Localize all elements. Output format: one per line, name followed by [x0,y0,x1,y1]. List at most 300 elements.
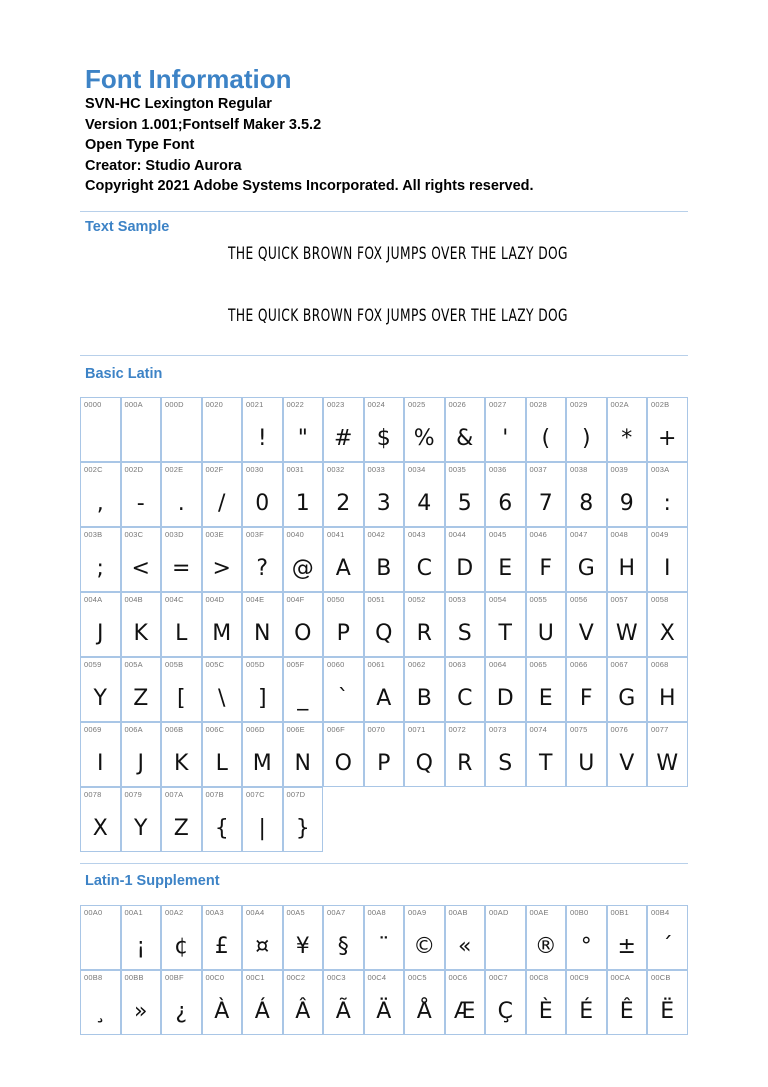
glyph-sample: . [177,491,185,516]
glyph-cell [202,657,243,722]
glyph-cell [566,462,607,527]
glyph-sample: 0 [255,491,270,516]
glyph-cell [242,397,283,462]
glyph-cell [283,657,324,722]
glyph-cell [202,722,243,787]
glyph-cell [485,905,526,970]
glyph-sample: & [456,426,474,451]
glyph-code: 0049 [651,530,669,539]
glyph-code: 0061 [367,660,385,669]
glyph-code: 00A5 [286,908,305,917]
glyph-cell [364,462,405,527]
glyph-sample: Q [415,751,433,776]
glyph-sample: O [334,751,352,776]
glyph-code: 00A1 [124,908,143,917]
glyph-cell [566,397,607,462]
glyph-sample: Ç [497,999,513,1024]
glyph-code: 0031 [286,465,304,474]
glyph-cell [323,905,364,970]
glyph-code: 00A9 [408,908,427,917]
glyph-cell [242,722,283,787]
glyph-code: 0060 [327,660,345,669]
font-copyright: Copyright 2021 Adobe Systems Incorporated. All rights reserved. [85,178,534,195]
glyph-sample: E [498,556,513,581]
glyph-sample: ¢ [174,934,189,959]
glyph-cell [161,787,202,852]
glyph-cell [485,970,526,1035]
glyph-sample: T [498,621,512,646]
glyph-sample: G [618,686,636,711]
glyph-code: 002B [651,400,670,409]
glyph-code: 0079 [124,790,142,799]
glyph-cell [121,462,162,527]
glyph-cell [80,397,121,462]
glyph-code: 0070 [367,725,385,734]
glyph-sample: 3 [376,491,391,516]
glyph-cell [364,722,405,787]
glyph-sample: É [579,999,594,1024]
glyph-code: 002D [124,465,144,474]
glyph-sample: P [336,621,350,646]
glyph-cell [445,970,486,1035]
glyph-code: 0033 [367,465,385,474]
glyph-cell [647,397,688,462]
font-name: SVN-HC Lexington Regular [85,96,272,112]
glyph-code: 00AB [448,908,468,917]
glyph-sample: Ê [619,999,634,1024]
glyph-cell [445,527,486,592]
font-version: Version 1.001;Fontself Maker 3.5.2 [85,116,322,133]
glyph-cell [323,462,364,527]
basic-latin-title: Basic Latin [85,366,163,382]
glyph-code: 0055 [529,595,547,604]
glyph-code: 0062 [408,660,426,669]
glyph-code: 003F [246,530,264,539]
glyph-code: 0025 [408,400,426,409]
glyph-cell [323,592,364,657]
glyph-cell [647,592,688,657]
divider [80,355,688,356]
glyph-sample: M [212,621,232,646]
glyph-cell [323,657,364,722]
glyph-code: 00C1 [246,973,265,982]
glyph-sample: I [97,751,104,776]
glyph-code: 00C2 [286,973,306,982]
glyph-cell [445,397,486,462]
glyph-cell [445,462,486,527]
glyph-sample: ? [256,556,269,581]
glyph-sample: _ [297,686,309,711]
glyph-cell [404,527,445,592]
glyph-sample: * [621,426,633,451]
glyph-code: 0063 [448,660,466,669]
glyph-sample: ; [96,556,104,581]
glyph-cell [121,657,162,722]
divider [80,211,688,212]
glyph-code: 0054 [489,595,507,604]
glyph-sample: « [458,934,472,959]
glyph-code: 007A [165,790,184,799]
glyph-code: 004D [205,595,225,604]
glyph-cell [323,397,364,462]
glyph-sample: J [137,751,144,776]
glyph-code: 007D [286,790,306,799]
glyph-code: 00A3 [205,908,224,917]
glyph-code: 0048 [610,530,628,539]
glyph-sample: K [133,621,148,646]
glyph-cell [161,592,202,657]
glyph-sample: X [659,621,675,646]
glyph-code: 00C9 [570,973,589,982]
glyph-sample: N [294,751,311,776]
glyph-sample: ´ [661,934,673,959]
glyph-code: 0032 [327,465,345,474]
glyph-code: 005D [246,660,265,669]
glyph-code: 0046 [529,530,547,539]
glyph-sample: { [214,816,229,841]
glyph-code: 0066 [570,660,588,669]
glyph-sample: 2 [336,491,351,516]
glyph-code: 007B [205,790,224,799]
glyph-cell [80,970,121,1035]
glyph-sample: » [134,999,148,1024]
glyph-code: 0076 [610,725,628,734]
glyph-cell [121,722,162,787]
glyph-sample: ] [257,686,267,711]
glyph-cell [526,592,567,657]
glyph-code: 004E [246,595,265,604]
glyph-cell [161,970,202,1035]
glyph-code: 006A [124,725,143,734]
glyph-code: 006B [165,725,184,734]
glyph-cell [364,527,405,592]
glyph-code: 000D [165,400,184,409]
glyph-sample: | [258,816,266,841]
glyph-code: 0045 [489,530,507,539]
glyph-cell [80,722,121,787]
glyph-code: 006C [205,725,225,734]
glyph-cell [80,592,121,657]
glyph-cell [526,462,567,527]
glyph-sample: ¸ [94,999,106,1024]
glyph-cell [485,592,526,657]
glyph-cell [526,657,567,722]
glyph-cell [607,527,648,592]
glyph-sample: } [295,816,310,841]
glyph-sample: H [658,686,676,711]
latin1-title: Latin-1 Supplement [85,873,220,889]
glyph-sample: À [214,999,230,1024]
glyph-code: 003E [205,530,224,539]
glyph-code: 0071 [408,725,426,734]
glyph-sample: Ã [335,999,351,1024]
glyph-cell [566,592,607,657]
glyph-sample: + [658,426,677,451]
font-info-list [85,94,534,197]
glyph-sample: / [218,491,226,516]
glyph-sample: Z [133,686,149,711]
glyph-cell [242,905,283,970]
glyph-cell [445,592,486,657]
glyph-cell [323,722,364,787]
glyph-cell [566,657,607,722]
glyph-cell [242,462,283,527]
glyph-cell [202,970,243,1035]
glyph-code: 007C [246,790,265,799]
glyph-sample: N [254,621,271,646]
glyph-code: 00C6 [448,973,468,982]
glyph-cell [445,657,486,722]
glyph-sample: , [96,491,104,516]
glyph-sample: I [664,556,671,581]
glyph-code: 00C5 [408,973,427,982]
glyph-code: 002A [610,400,629,409]
divider [80,863,688,864]
glyph-sample: V [619,751,635,776]
glyph-cell [161,905,202,970]
glyph-code: 004C [165,595,184,604]
glyph-sample: § [337,934,349,959]
glyph-cell [404,592,445,657]
glyph-sample: > [212,556,231,581]
glyph-code: 0039 [610,465,628,474]
glyph-code: 0058 [651,595,669,604]
glyph-sample: A [376,686,392,711]
glyph-code: 00C4 [367,973,387,982]
glyph-code: 00C3 [327,973,346,982]
glyph-cell [526,397,567,462]
glyph-sample: G [577,556,595,581]
glyph-sample: P [377,751,391,776]
glyph-sample: F [579,686,593,711]
glyph-code: 00B8 [84,973,103,982]
glyph-code: 00AD [489,908,509,917]
glyph-cell [607,592,648,657]
glyph-sample: ( [541,426,551,451]
glyph-code: 0028 [529,400,547,409]
glyph-sample: @ [291,556,314,581]
glyph-code: 00AE [529,908,549,917]
glyph-sample: [ [176,686,186,711]
glyph-sample [81,418,120,460]
glyph-cell [485,527,526,592]
glyph-code: 00B4 [651,908,670,917]
glyph-cell [121,970,162,1035]
glyph-sample: F [539,556,553,581]
glyph-code: 0064 [489,660,507,669]
glyph-cell [445,722,486,787]
glyph-sample [122,418,161,460]
glyph-sample: ' [502,426,509,451]
glyph-cell [202,462,243,527]
glyph-cell [404,462,445,527]
glyph-sample: W [656,751,679,776]
glyph-sample: ° [580,934,592,959]
glyph-code: 003A [651,465,670,474]
glyph-sample [203,418,242,460]
glyph-sample: 6 [498,491,513,516]
glyph-sample [162,418,201,460]
glyph-code: 0068 [651,660,669,669]
glyph-code: 0053 [448,595,466,604]
glyph-cell [647,722,688,787]
glyph-sample: B [376,556,392,581]
glyph-code: 00A4 [246,908,265,917]
glyph-cell [607,657,648,722]
glyph-cell [283,787,324,852]
glyph-cell [647,970,688,1035]
glyph-cell [404,397,445,462]
glyph-sample: J [97,621,104,646]
glyph-sample: U [578,751,595,776]
glyph-code: 0078 [84,790,102,799]
glyph-cell [202,397,243,462]
glyph-code: 00CB [651,973,671,982]
glyph-cell [526,527,567,592]
glyph-sample: C [457,686,473,711]
glyph-code: 0074 [529,725,547,734]
glyph-cell [80,787,121,852]
glyph-sample: S [498,751,513,776]
glyph-sample: Ä [376,999,392,1024]
glyph-code: 0029 [570,400,588,409]
glyph-code: 00BB [124,973,144,982]
glyph-cell [607,722,648,787]
glyph-code: 0065 [529,660,547,669]
glyph-cell [202,527,243,592]
glyph-cell [364,657,405,722]
glyph-sample: V [578,621,594,646]
glyph-sample: ) [581,426,591,451]
glyph-cell [121,592,162,657]
glyph-code: 0021 [246,400,264,409]
glyph-sample: - [136,491,145,516]
glyph-code: 00CA [610,973,631,982]
text-sample-line: THE QUICK BROWN FOX JUMPS OVER THE LAZY DOG [228,244,568,264]
glyph-cell [283,592,324,657]
glyph-code: 0059 [84,660,102,669]
glyph-sample: S [457,621,472,646]
glyph-sample: H [618,556,636,581]
text-sample-line: THE QUICK BROWN FOX JUMPS OVER THE LAZY DOG [228,306,568,326]
glyph-sample: ¡ [136,934,146,959]
glyph-sample: Æ [454,999,476,1024]
glyph-cell [242,657,283,722]
glyph-cell [647,462,688,527]
glyph-code: 0041 [327,530,345,539]
glyph-sample: Y [93,686,107,711]
glyph-sample [486,926,525,968]
glyph-code: 0077 [651,725,669,734]
glyph-sample: $ [376,426,391,451]
glyph-sample: Å [416,999,432,1024]
glyph-code: 006D [246,725,265,734]
glyph-code: 0057 [610,595,628,604]
glyph-cell [161,722,202,787]
glyph-code: 004A [84,595,103,604]
glyph-cell [485,462,526,527]
glyph-code: 0047 [570,530,588,539]
glyph-code: 0052 [408,595,426,604]
glyph-sample: Y [134,816,148,841]
glyph-sample: X [92,816,108,841]
glyph-sample: È [538,999,553,1024]
glyph-code: 005B [165,660,184,669]
glyph-sample: D [496,686,514,711]
glyph-sample: £ [214,934,229,959]
glyph-sample: M [252,751,272,776]
glyph-cell [121,787,162,852]
glyph-cell [485,657,526,722]
glyph-code: 0040 [286,530,304,539]
glyph-cell [161,462,202,527]
glyph-sample: D [456,556,474,581]
glyph-code: 0037 [529,465,547,474]
glyph-cell [647,657,688,722]
glyph-cell [161,397,202,462]
glyph-cell [607,905,648,970]
glyph-code: 0020 [205,400,223,409]
glyph-sample: ± [617,934,636,959]
glyph-code: 00BF [165,973,184,982]
glyph-sample: \ [218,686,226,711]
glyph-code: 0043 [408,530,426,539]
glyph-sample: ! [257,426,267,451]
glyph-sample: 8 [579,491,594,516]
glyph-code: 0067 [610,660,628,669]
glyph-code: 005C [205,660,225,669]
glyph-code: 00C7 [489,973,508,982]
glyph-cell [283,397,324,462]
glyph-cell [485,722,526,787]
glyph-cell [526,970,567,1035]
glyph-cell [607,397,648,462]
glyph-cell [242,970,283,1035]
glyph-code: 0022 [286,400,304,409]
glyph-cell [242,527,283,592]
glyph-cell [404,657,445,722]
glyph-code: 003D [165,530,184,539]
glyph-sample: ¨ [378,934,390,959]
glyph-cell [364,970,405,1035]
glyph-sample [81,926,120,968]
glyph-sample: © [413,934,436,959]
glyph-code: 0051 [367,595,385,604]
glyph-cell [80,657,121,722]
glyph-cell [283,970,324,1035]
glyph-code: 00A0 [84,908,103,917]
glyph-code: 0073 [489,725,507,734]
glyph-sample: C [416,556,432,581]
glyph-cell [607,462,648,527]
glyph-sample: ¿ [175,999,188,1024]
glyph-cell [161,657,202,722]
glyph-cell [121,905,162,970]
glyph-code: 0000 [84,400,102,409]
glyph-code: 0072 [448,725,466,734]
glyph-code: 0044 [448,530,466,539]
glyph-code: 006E [286,725,305,734]
glyph-cell [283,527,324,592]
glyph-sample: A [335,556,351,581]
glyph-sample: Q [375,621,393,646]
glyph-cell [364,397,405,462]
glyph-cell [80,905,121,970]
glyph-sample: O [294,621,312,646]
glyph-code: 00A8 [367,908,386,917]
glyph-cell [404,722,445,787]
glyph-sample: 4 [417,491,432,516]
